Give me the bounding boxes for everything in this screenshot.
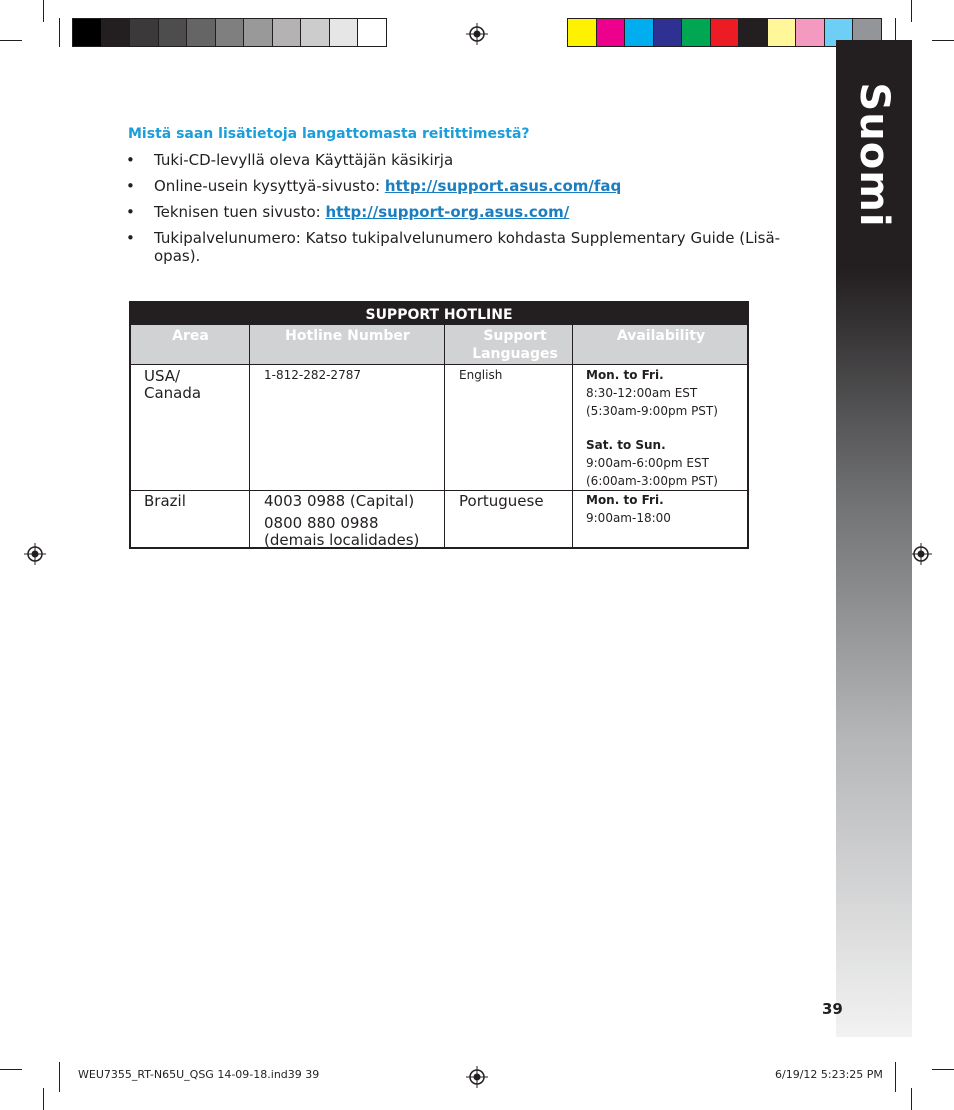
list-item [126,229,806,265]
column-header: Area [172,328,209,344]
faq-link[interactable]: http://support.asus.com/faq [384,177,622,195]
color-swatch [215,18,245,47]
info-bullet-list [126,151,806,273]
footer-file-slug: WEU7355_RT-N65U_QSG 14-09-18.ind39 39 [78,1068,320,1081]
bullet-text: Tukipalvelunumero: Katso tukipalvelunumero kohdasta Supplementary Guide (Lisä-opas). [154,229,781,265]
area-cell: Brazil [144,492,186,510]
column-divider [444,325,445,549]
color-swatch [300,18,330,47]
crop-mark [43,0,44,22]
availability-hours: 9:00am-6:00pm EST [586,456,709,470]
color-swatch [653,18,683,47]
page-number: 39 [822,1000,843,1018]
color-swatch [767,18,797,47]
color-swatch [596,18,626,47]
color-swatch [567,18,597,47]
availability-days: Mon. to Fri. [586,493,664,507]
crop-mark [43,1088,44,1110]
table-title: SUPPORT HOTLINE [131,303,747,325]
bullet-text: Online-usein kysyttyä-sivusto: [154,177,385,195]
side-tab-label-wrap [836,40,912,270]
crop-mark [0,1069,22,1070]
availability-hours: 8:30-12:00am EST [586,386,698,400]
row-divider [131,364,747,365]
hotline-number-cell: 1-812-282-2787 [264,368,361,382]
bullet-text: Teknisen tuen sivusto: [154,203,326,221]
registration-mark-icon [24,543,46,565]
area-cell: USA/ Canada [144,367,202,402]
crop-mark [895,1062,896,1092]
registration-mark-icon [466,23,488,45]
section-heading: Mistä saan lisätietoja langattomasta reitittimestä? [128,126,530,142]
bullet-icon: • [126,203,135,221]
column-header: Availability [616,328,706,344]
availability-days: Mon. to Fri. [586,368,664,382]
column-divider [249,325,250,549]
bullet-icon: • [126,229,135,247]
support-hotline-table [129,301,749,549]
availability-days: Sat. to Sun. [586,438,666,452]
crop-mark [932,1069,954,1070]
bullet-text: Tuki-CD-levyllä oleva Käyttäjän käsikirja [154,151,454,169]
color-swatch [357,18,387,47]
crop-mark [59,1062,60,1092]
color-swatch [710,18,740,47]
hotline-number-cell: 0800 880 0988 (demais localidades) [264,514,420,549]
column-header: Hotline Number [285,328,410,344]
table-header-row [131,325,747,365]
footer-timestamp: 6/19/12 5:23:25 PM [775,1068,883,1081]
availability-hours: 9:00am-18:00 [586,511,671,525]
registration-mark-icon [910,543,932,565]
color-swatch [681,18,711,47]
language-cell: English [459,368,503,382]
color-swatch [624,18,654,47]
hotline-number-cell: 4003 0988 (Capital) [264,492,415,510]
registration-mark-icon [466,1066,488,1088]
list-item [126,203,806,221]
color-swatch [186,18,216,47]
crop-mark [911,0,912,22]
color-swatch [158,18,188,47]
list-item [126,177,806,195]
support-site-link[interactable]: http://support-org.asus.com/ [325,203,570,221]
color-swatch [72,18,102,47]
column-header: Support Languages [472,328,558,362]
side-tab-label: Suomi [851,82,897,228]
bullet-icon: • [126,151,135,169]
color-swatch [738,18,768,47]
crop-mark [932,40,954,41]
color-swatch [795,18,825,47]
color-swatch [101,18,131,47]
language-cell: Portuguese [459,492,544,510]
crop-mark [59,18,60,47]
crop-mark [911,1088,912,1110]
list-item [126,151,806,169]
availability-hours: (6:00am-3:00pm PST) [586,474,718,488]
color-swatch [272,18,302,47]
column-divider [572,325,573,549]
color-swatch [243,18,273,47]
color-swatch [329,18,359,47]
color-swatch [129,18,159,47]
bullet-icon: • [126,177,135,195]
crop-mark [0,40,22,41]
availability-hours: (5:30am-9:00pm PST) [586,404,718,418]
